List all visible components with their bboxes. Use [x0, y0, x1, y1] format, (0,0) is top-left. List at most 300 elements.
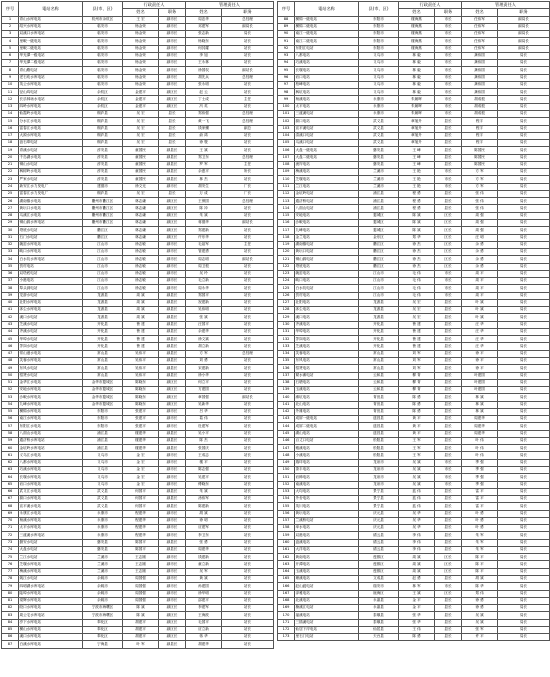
table-row: [278, 539, 550, 546]
cell-station-name: 双港电站: [295, 532, 359, 539]
cell-seq: 25: [2, 190, 19, 197]
cell-admin-position: 副区长: [159, 619, 186, 626]
cell-admin-position: 县长: [159, 140, 186, 147]
cell-county: 桐庐县: [83, 140, 123, 147]
cell-mgmt-position: 站长: [222, 459, 274, 466]
cell-admin-position: 县长: [435, 525, 462, 532]
cell-county: 开化县: [83, 328, 123, 335]
cell-mgmt-position: 站长: [222, 343, 274, 350]
table-row: [2, 118, 274, 125]
cell-county: 永康市: [83, 532, 123, 539]
cell-admin-name: 鲁 建: [123, 321, 159, 328]
cell-seq: 13: [2, 103, 19, 110]
cell-admin-position: 副市长: [159, 38, 186, 45]
cell-seq: 93: [278, 52, 295, 59]
cell-mgmt-name: 周 平: [462, 278, 498, 285]
cell-mgmt-name: 林 斌: [462, 394, 498, 401]
cell-admin-name: 王 峰: [399, 154, 435, 161]
cell-seq: 60: [2, 445, 19, 452]
cell-station-name: 芝堰电站: [295, 176, 359, 183]
cell-mgmt-name: 叶 斌: [462, 299, 498, 306]
cell-county: 武义县: [83, 503, 123, 510]
cell-admin-name: 胡建平: [123, 619, 159, 626]
cell-admin-position: 副区长: [159, 379, 186, 386]
cell-admin-position: 副县长: [159, 445, 186, 452]
cell-county: 义乌市: [83, 459, 123, 466]
cell-station-name: 枫树岭水电站: [19, 169, 83, 176]
table-row: [278, 103, 550, 110]
table-row: [2, 445, 274, 452]
cell-county: 江山市: [359, 278, 399, 285]
cell-admin-name: 何国平: [123, 496, 159, 503]
cell-mgmt-position: 局长: [498, 365, 550, 372]
cell-admin-position: 市长: [435, 169, 462, 176]
table-row: [278, 554, 550, 561]
table-row: [2, 16, 274, 23]
cell-mgmt-name: 方 军: [462, 183, 498, 190]
cell-seq: 87: [2, 641, 19, 648]
cell-admin-name: 程建华: [123, 532, 159, 539]
cell-mgmt-position: 局长: [498, 263, 550, 270]
cell-seq: 77: [2, 568, 19, 575]
table-row: [2, 510, 274, 517]
cell-admin-position: 市长: [435, 45, 462, 52]
table-row: [2, 299, 274, 306]
cell-mgmt-name: 周建华: [462, 423, 498, 430]
table-row: [2, 561, 274, 568]
cell-seq: 133: [278, 343, 295, 350]
cell-mgmt-name: 周建华: [462, 416, 498, 423]
cell-station-name: 铜山源水库电站: [19, 219, 83, 226]
table-row: [278, 299, 550, 306]
cell-admin-position: 副县长: [159, 176, 186, 183]
cell-admin-name: 王 军: [399, 445, 435, 452]
cell-admin-name: 陈晓东: [123, 387, 159, 394]
cell-admin-name: 周国强: [123, 590, 159, 597]
cell-seq: 4: [2, 38, 19, 45]
cell-county: 东阳市: [359, 38, 399, 45]
cell-seq: 151: [278, 474, 295, 481]
cell-seq: 54: [2, 401, 19, 408]
cell-station-name: 里畈二级电站: [19, 45, 83, 52]
table-row: [2, 183, 274, 190]
cell-mgmt-name: 叶 斌: [462, 314, 498, 321]
cell-mgmt-position: 局长: [498, 249, 550, 256]
cell-seq: 89: [278, 23, 295, 30]
cell-mgmt-name: 徐 勇: [462, 597, 498, 604]
cell-station-name: 举水电站: [295, 525, 359, 532]
cell-admin-name: 王 峰: [399, 161, 435, 168]
cell-seq: 102: [278, 118, 295, 125]
cell-seq: 167: [278, 590, 295, 597]
cell-station-name: 华埠电站: [295, 328, 359, 335]
cell-station-name: 齐溪水电站: [19, 328, 83, 335]
cell-admin-position: 区长: [435, 554, 462, 561]
cell-mgmt-position: 站长: [222, 387, 274, 394]
cell-mgmt-name: 陈国民: [462, 147, 498, 154]
cell-station-name: 八都电站: [295, 52, 359, 59]
cell-station-name: 岩口电站: [295, 74, 359, 81]
cell-county: 永康市: [83, 510, 123, 517]
cell-county: 兰溪市: [359, 169, 399, 176]
cell-station-name: 茅岗水电站: [19, 343, 83, 350]
cell-admin-position: 副市长: [159, 74, 186, 81]
cell-seq: 68: [2, 503, 19, 510]
cell-station-name: 富春江水力发电厂: [19, 190, 83, 197]
cell-mgmt-position: 局长: [498, 459, 550, 466]
header-row-group: [2, 2, 274, 9]
cell-mgmt-position: 局长: [498, 132, 550, 139]
cell-admin-name: 柳 青: [399, 387, 435, 394]
cell-admin-name: 周国强: [123, 575, 159, 582]
table-row: [278, 169, 550, 176]
cell-mgmt-position: 局长: [498, 81, 550, 88]
cell-admin-name: 吴 宏: [123, 132, 159, 139]
cell-station-name: 八面山电站: [295, 205, 359, 212]
cell-admin-name: 王 艳: [399, 183, 435, 190]
cell-station-name: 贺村电站: [19, 263, 83, 270]
cell-seq: 131: [278, 328, 295, 335]
cell-seq: 171: [278, 619, 295, 626]
cell-mgmt-position: 站长: [222, 212, 274, 219]
cell-admin-position: 县长: [435, 387, 462, 394]
cell-seq: 159: [278, 532, 295, 539]
table-row: [2, 212, 274, 219]
table-row: [278, 190, 550, 197]
cell-county: 宁波市海曙区: [83, 605, 123, 612]
cell-station-name: 南江一级电站: [295, 31, 359, 38]
cell-mgmt-position: 站长: [222, 626, 274, 633]
cell-admin-position: 副区长: [159, 89, 186, 96]
cell-admin-position: 区长: [435, 256, 462, 263]
cell-mgmt-position: 局长: [498, 67, 550, 74]
header-mgmt: 管理责任人: [462, 2, 550, 9]
cell-station-name: 老石坎水库电站: [19, 74, 83, 81]
table-row: [278, 321, 550, 328]
cell-county: 龙泉市: [359, 481, 399, 488]
cell-county: 金华市婺城区: [83, 401, 123, 408]
cell-station-name: 东风水电站: [19, 365, 83, 372]
cell-admin-position: 市长: [435, 459, 462, 466]
cell-admin-position: 副市长: [159, 256, 186, 263]
cell-county: 瑞安市: [359, 583, 399, 590]
cell-mgmt-position: 站长: [222, 328, 274, 335]
cell-mgmt-name: 钱家骥: [186, 125, 222, 132]
cell-admin-position: 副区长: [159, 605, 186, 612]
cell-seq: 47: [2, 350, 19, 357]
cell-county: 临安市: [83, 60, 123, 67]
cell-seq: 16: [2, 125, 19, 132]
cell-mgmt-position: 局长: [498, 416, 550, 423]
cell-admin-name: 蓝 伟: [399, 503, 435, 510]
cell-admin-name: 陈 勇: [399, 394, 435, 401]
cell-mgmt-position: 局长: [498, 626, 550, 633]
table-row: [2, 227, 274, 234]
cell-mgmt-name: 叶 勇: [462, 525, 498, 532]
table-row: [278, 314, 550, 321]
cell-seq: 59: [2, 437, 19, 444]
table-row: [2, 278, 274, 285]
cell-seq: 78: [2, 575, 19, 582]
table-row: [2, 590, 274, 597]
cell-seq: 73: [2, 539, 19, 546]
cell-county: 临安市: [83, 23, 123, 30]
table-row: [278, 154, 550, 161]
table-row: [278, 605, 550, 612]
header-name: 電站名称: [295, 2, 359, 17]
cell-station-name: 宣平溪水电站: [19, 503, 83, 510]
cell-county: 金华市婺城区: [83, 379, 123, 386]
table-row: [278, 343, 550, 350]
cell-station-name: 黄坛口电站: [295, 249, 359, 256]
cell-admin-name: 陈国平: [123, 539, 159, 546]
cell-mgmt-name: 任伟军: [462, 38, 498, 45]
cell-mgmt-position: 总经理: [222, 118, 274, 125]
cell-admin-position: 副县长: [159, 546, 186, 553]
cell-admin-position: 副县长: [159, 430, 186, 437]
cell-mgmt-position: 副站长: [222, 67, 274, 74]
cell-admin-position: 区长: [435, 263, 462, 270]
cell-admin-name: 金建平: [123, 96, 159, 103]
cell-mgmt-name: 胡 斌: [462, 575, 498, 582]
cell-mgmt-position: 站长: [222, 270, 274, 277]
cell-station-name: 北山电站: [295, 401, 359, 408]
cell-county: 开化县: [359, 321, 399, 328]
cell-county: 磐安县: [359, 154, 399, 161]
cell-mgmt-position: 局长: [498, 575, 550, 582]
cell-admin-name: 吴 华: [399, 525, 435, 532]
cell-county: 义乌市: [83, 481, 123, 488]
table-row: [278, 205, 550, 212]
cell-mgmt-name: 钱建新: [186, 554, 222, 561]
cell-station-name: 小港电站: [19, 278, 83, 285]
cell-mgmt-position: 局长: [498, 358, 550, 365]
table-row: [2, 38, 274, 45]
cell-station-name: 福溪电站: [295, 612, 359, 619]
cell-admin-name: 黄 平: [399, 423, 435, 430]
cell-seq: 65: [2, 481, 19, 488]
cell-admin-position: 副市长: [159, 525, 186, 532]
cell-mgmt-name: 王保国: [186, 198, 222, 205]
cell-admin-name: 程建华: [123, 517, 159, 524]
cell-station-name: 里畈一级电站: [19, 38, 83, 45]
cell-admin-position: 副县长: [159, 488, 186, 495]
cell-county: 临安市: [83, 38, 123, 45]
cell-admin-position: 副市长: [159, 278, 186, 285]
cell-station-name: 巧溪水库电站: [19, 467, 83, 474]
header-mgmt: 管理责任人: [186, 2, 274, 9]
cell-mgmt-position: 站长: [222, 467, 274, 474]
header-seq: 序号: [278, 2, 295, 17]
cell-station-name: 黄坛口水电站: [19, 205, 83, 212]
cell-admin-name: 徐 杰: [399, 249, 435, 256]
cell-mgmt-name: 陈志强: [186, 467, 222, 474]
cell-station-name: 横山水库电站: [19, 626, 83, 633]
cell-station-name: 大洋电站: [295, 546, 359, 553]
cell-admin-position: 副区长: [159, 612, 186, 619]
cell-admin-position: 区长: [435, 241, 462, 248]
table-row: [2, 190, 274, 197]
cell-admin-position: 县长: [435, 546, 462, 553]
header-admin-name: 姓名: [123, 9, 159, 16]
cell-county: 东阳市: [83, 423, 123, 430]
cell-mgmt-name: 邵建平: [186, 597, 222, 604]
cell-station-name: 四岭水库电站: [19, 103, 83, 110]
cell-county: 义乌市: [83, 452, 123, 459]
cell-admin-name: 楼建华: [123, 430, 159, 437]
cell-seq: 23: [2, 176, 19, 183]
cell-county: 余杭区: [83, 96, 123, 103]
cell-mgmt-position: 站长: [222, 379, 274, 386]
cell-seq: 70: [2, 517, 19, 524]
cell-county: 江山市: [83, 278, 123, 285]
cell-mgmt-name: 杨晓东: [186, 38, 222, 45]
cell-mgmt-position: 站长: [222, 81, 274, 88]
cell-station-name: 径山坞电站: [19, 89, 83, 96]
table-row: [278, 416, 550, 423]
cell-mgmt-name: 任伟军: [462, 16, 498, 23]
cell-station-name: 皎口水库电站: [19, 605, 83, 612]
table-row: [2, 554, 274, 561]
cell-mgmt-name: 陈 杰: [186, 437, 222, 444]
cell-admin-name: 林 毅: [399, 52, 435, 59]
cell-station-name: 九峰电站: [295, 227, 359, 234]
cell-station-name: 东风电站: [295, 358, 359, 365]
table-row: [278, 525, 550, 532]
cell-county: 婺城区: [359, 212, 399, 219]
cell-mgmt-name: 徐 平: [462, 350, 498, 357]
table-row: [2, 408, 274, 415]
cell-admin-name: 周 斌: [123, 314, 159, 321]
cell-mgmt-position: 局长: [498, 89, 550, 96]
table-row: [2, 568, 274, 575]
cell-seq: 1: [2, 16, 19, 23]
table-row: [278, 227, 550, 234]
cell-county: 常山县: [83, 365, 123, 372]
cell-mgmt-position: 局长: [498, 496, 550, 503]
cell-admin-position: 副区长: [159, 401, 186, 408]
cell-admin-name: 朱朝晖: [399, 110, 435, 117]
table-row: [2, 575, 274, 582]
cell-seq: 75: [2, 554, 19, 561]
cell-admin-name: 童国民: [123, 176, 159, 183]
cell-seq: 6: [2, 52, 19, 59]
cell-seq: 132: [278, 336, 295, 343]
cell-station-name: 绍兴水库电站: [19, 23, 83, 30]
cell-mgmt-position: 站长: [222, 517, 274, 524]
cell-admin-name: 金 宏: [123, 474, 159, 481]
cell-mgmt-position: 站长: [222, 503, 274, 510]
cell-mgmt-position: 站长: [222, 532, 274, 539]
cell-admin-name: 金 宏: [123, 481, 159, 488]
cell-mgmt-name: 雷 平: [462, 488, 498, 495]
cell-admin-position: 县长: [435, 496, 462, 503]
cell-mgmt-name: 季 强: [462, 467, 498, 474]
cell-mgmt-name: 周建华: [462, 430, 498, 437]
cell-admin-position: 县长: [435, 365, 462, 372]
cell-mgmt-name: 周 强: [462, 219, 498, 226]
table-row: [2, 387, 274, 394]
cell-mgmt-position: 副站长: [222, 219, 274, 226]
cell-station-name: 湖山电站: [295, 430, 359, 437]
cell-admin-name: 张建平: [123, 423, 159, 430]
cell-admin-position: 区长: [435, 590, 462, 597]
cell-mgmt-position: 局长: [498, 394, 550, 401]
cell-mgmt-name: 傅晓东: [186, 481, 222, 488]
table-row: [278, 31, 550, 38]
table-row: [278, 634, 550, 641]
cell-mgmt-position: 站长: [222, 568, 274, 575]
table-row: [278, 626, 550, 633]
table-row: [2, 619, 274, 626]
cell-mgmt-name: 陈建新: [186, 503, 222, 510]
cell-mgmt-name: 郑伟强: [186, 110, 222, 117]
cell-admin-name: 王志刚: [123, 561, 159, 568]
cell-mgmt-name: 胡建华: [186, 641, 222, 648]
cell-mgmt-position: 主任: [222, 96, 274, 103]
cell-mgmt-name: 张志新: [186, 31, 222, 38]
cell-mgmt-name: 徐文斌: [186, 336, 222, 343]
cell-station-name: 兰江电站: [295, 183, 359, 190]
cell-county: 磐安县: [83, 546, 123, 553]
cell-admin-name: 张建平: [123, 408, 159, 415]
cell-county: 浦江县: [359, 198, 399, 205]
table-row: [2, 176, 274, 183]
cell-seq: 124: [278, 278, 295, 285]
cell-admin-name: 何国平: [123, 488, 159, 495]
cell-county: 开化县: [83, 321, 123, 328]
cell-mgmt-position: 站长: [222, 619, 274, 626]
cell-admin-position: 副市长: [159, 568, 186, 575]
cell-seq: 160: [278, 539, 295, 546]
cell-admin-name: 楼海燕: [399, 23, 435, 30]
table-row: [278, 532, 550, 539]
cell-mgmt-name: 程宇: [462, 125, 498, 132]
cell-seq: 15: [2, 118, 19, 125]
table-row: [2, 23, 274, 30]
cell-mgmt-position: 站长: [222, 561, 274, 568]
cell-mgmt-position: 局长: [498, 336, 550, 343]
cell-seq: 105: [278, 140, 295, 147]
cell-admin-name: 楼建华: [123, 445, 159, 452]
cell-mgmt-position: 局长: [498, 118, 550, 125]
cell-admin-name: 王 峰: [399, 147, 435, 154]
cell-seq: 95: [278, 67, 295, 74]
table-row: [2, 641, 274, 648]
cell-admin-position: 副市长: [159, 263, 186, 270]
cell-station-name: 磐安水电站: [19, 539, 83, 546]
cell-mgmt-name: 汪 华: [462, 343, 498, 350]
cell-mgmt-name: 楼 平: [186, 459, 222, 466]
cell-county: 松阳县: [359, 445, 399, 452]
cell-county: 衢江区: [359, 241, 399, 248]
cell-county: 浦江县: [359, 205, 399, 212]
cell-admin-name: 吴 宏: [123, 140, 159, 147]
cell-seq: 153: [278, 488, 295, 495]
cell-mgmt-position: 局长: [498, 219, 550, 226]
cell-mgmt-name: 任伟军: [462, 23, 498, 30]
cell-county: 永嘉县: [359, 597, 399, 604]
cell-admin-name: 林志谦: [123, 212, 159, 219]
cell-mgmt-position: 局长: [498, 234, 550, 241]
table-row: [2, 350, 274, 357]
cell-county: 开化县: [83, 343, 123, 350]
left-table: [1, 1, 274, 649]
cell-mgmt-position: 副局长: [222, 23, 274, 30]
cell-mgmt-position: 局长: [498, 634, 550, 641]
cell-mgmt-position: 站长: [222, 336, 274, 343]
cell-station-name: 芝堰水库电站: [19, 561, 83, 568]
